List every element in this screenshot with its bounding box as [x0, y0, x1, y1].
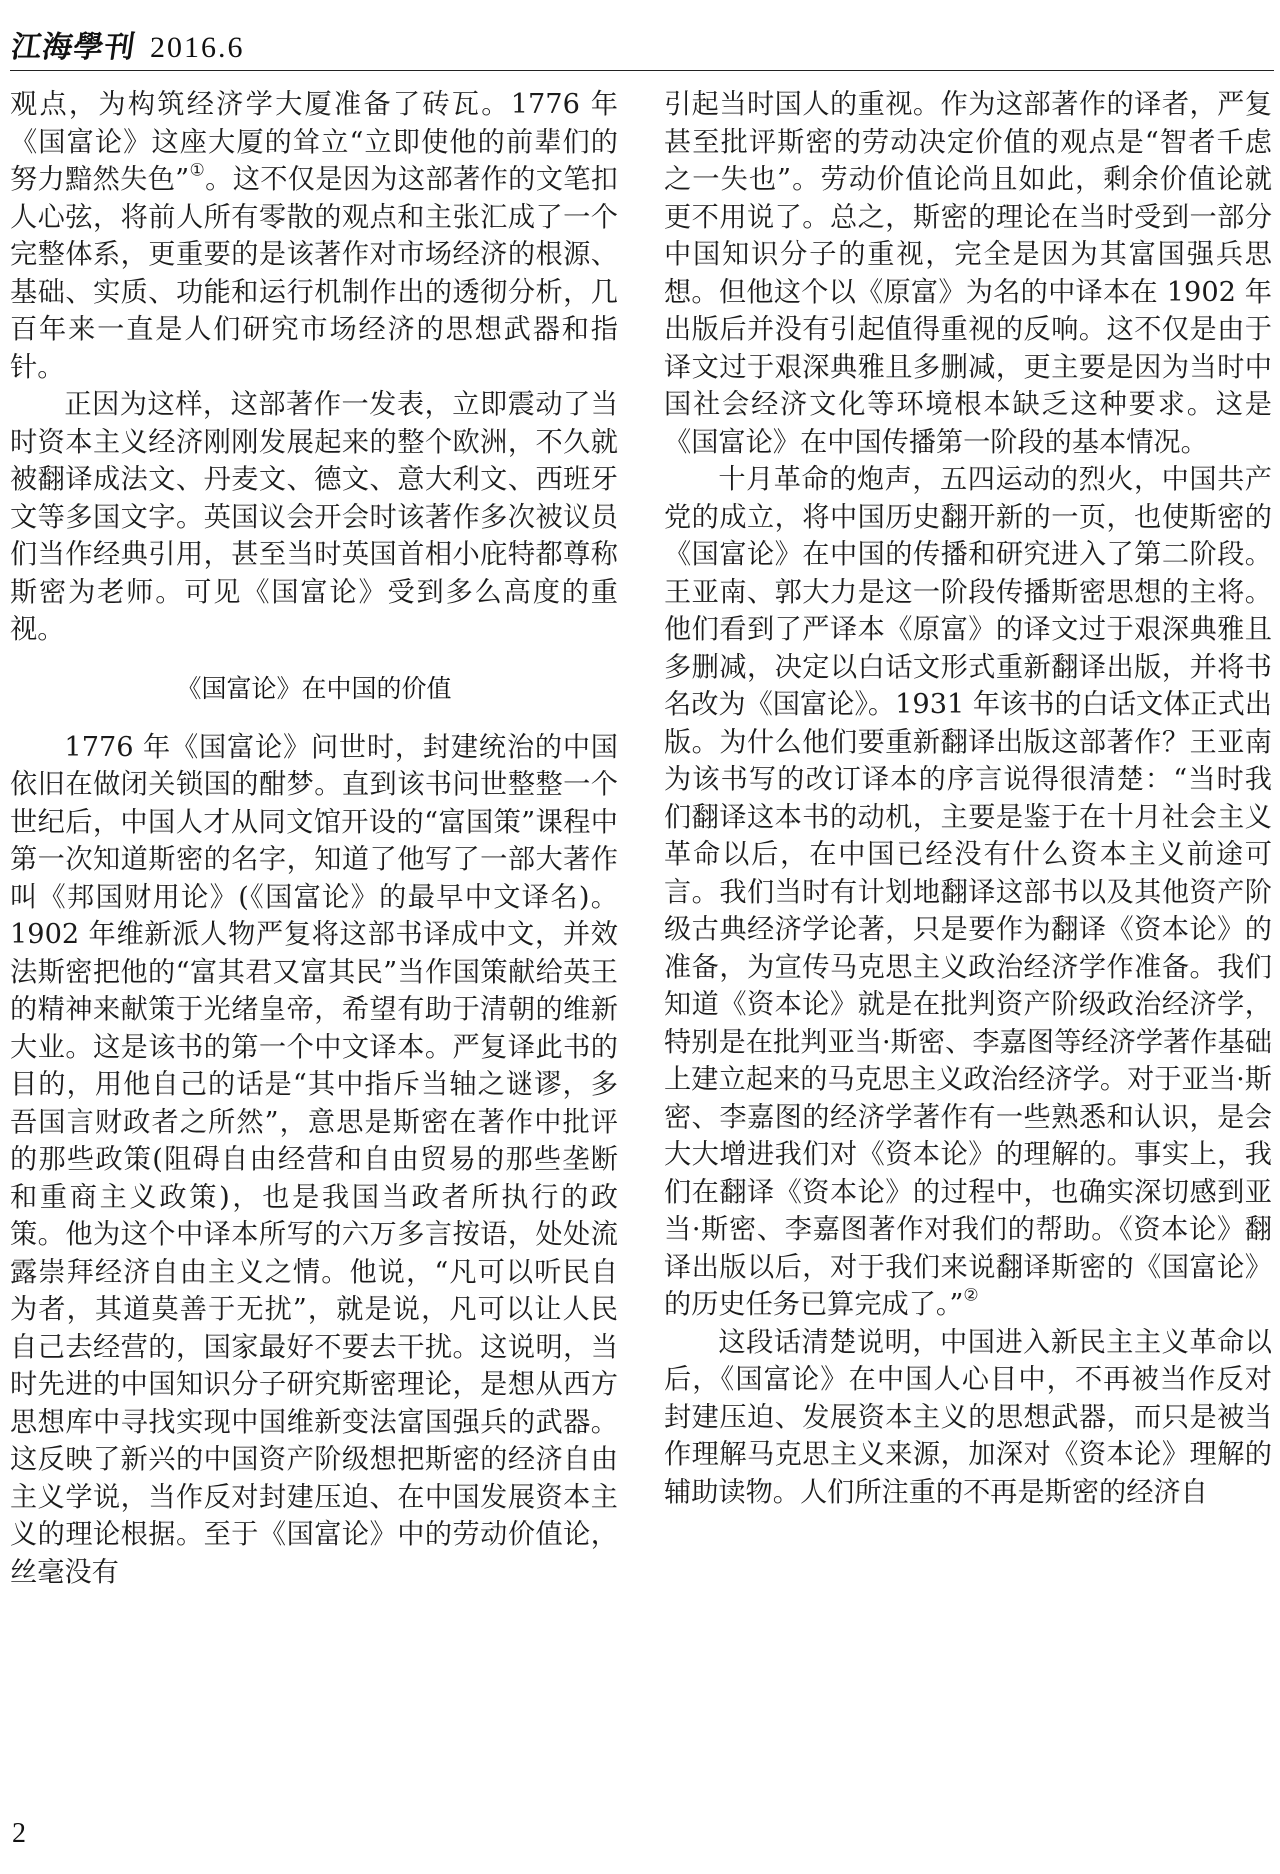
section-heading: 《国富论》在中国的价值 [176, 673, 452, 703]
paragraph: 正因为这样，这部著作一发表，立即震动了当时资本主义经济刚刚发展起来的整个欧洲，不久就被翻译成法文、丹麦文、德文、意大利文、西班牙文等多国文字。英国议会开会时该著作多次被议员们当作经典引用，甚至当时英国首相小庇特都尊称斯密为老师。可见《国富论》受到多么高度的重视。 [10, 389, 618, 645]
footnote-marker: ② [963, 1285, 979, 1306]
footnote-marker: ① [189, 160, 206, 181]
paragraph [664, 461, 1272, 1324]
header-rule [10, 70, 1274, 71]
page-number: 2 [12, 1818, 26, 1849]
paragraph: 1776 年《国富论》问世时，封建统治的中国依旧在做闭关锁国的酣梦。直到该书问世整整一个世纪后，中国人才从同文馆开设的“富国策”课程中第一次知道斯密的名字，知道了他写了一部大著作叫《邦国财用论》(《国富论》的最早中文译名)。1902 年维新派人物严复将这部书译成中文，并效法斯密把他的“富其君又富其民”当作国策献给英王的精神来献策于光绪皇帝，希望有助于清朝的维新大业。这是该书的第一个中文译本。严复译此书的目的，用他自己的话是“其中指斥当轴之谜谬，多吾国言财政者之所然”，意思是斯密在著作中批评的那些政策(阻碍自由经营和自由贸易的那些垄断和重商主义政策)，也是我国当政者所执行的政策。他为这个中译本所写的六万多言按语，处处流露崇拜经济自由主义之情。他说，“凡可以听民自为者，其道莫善于无扰”，就是说，凡可以让人民自己去经营的，国家最好不要去干扰。这说明，当时先进的中国知识分子研究斯密理论，是想从西方思想库中寻找实现中国维新变法富国强兵的武器。这反映了新兴的中国资产阶级想把斯密的经济自由主义学说，当作反对封建压迫、在中国发展资本主义的理论根据。至于《国富论》中的劳动价值论，丝毫没有 [10, 731, 618, 1588]
left-column [10, 86, 618, 1766]
paragraph-text: 十月革命的炮声，五四运动的烈火，中国共产党的成立，将中国历史翻开新的一页，也使斯密的《国富论》在中国的传播和研究进入了第二阶段。王亚南、郭大力是这一阶段传播斯密思想的主将。他们看到了严译本《原富》的译文过于艰深典雅且多删减，决定以白话文形式重新翻译出版，并将书名改为《国富论》。1931 年该书的白话文体正式出版。为什么他们要重新翻译出版这部著作？王亚南为该书写的改订译本的序言说得很清楚：“当时我们翻译这本书的动机，主要是鉴于在十月社会主义革命以后，在中国已经没有什么资本主义前途可言。我们当时有计划地翻译这部书以及其他资产阶级古典经济学论著，只是要作为翻译《资本论》的准备，为宣传马克思主义政治经济学作准备。我们知道《资本论》就是在批判资产阶级政治经济学，特别是在批判亚当·斯密、李嘉图等经济学著作基础上建立起来的马克思主义政治经济学。对于亚当·斯密、李嘉图的经济学著作有一些熟悉和认识，是会大大增进我们对《资本论》的理解的。事实上，我们在翻译《资本论》的过程中，也确实深切感到亚当·斯密、李嘉图著作对我们的帮助。《资本论》翻译出版以后，对于我们来说翻译斯密的《国富论》的历史任务已算完成了。” [664, 464, 1272, 1320]
issue-number: 2016.6 [150, 31, 245, 64]
right-column [664, 86, 1272, 1766]
paragraph [10, 86, 618, 386]
paragraph: 引起当时国人的重视。作为这部著作的译者，严复甚至批评斯密的劳动决定价值的观点是“智者千虑之一失也”。劳动价值论尚且如此，剩余价值论就更不用说了。总之，斯密的理论在当时受到一部分中国知识分子的重视，完全是因为其富国强兵思想。但他这个以《原富》为名的中译本在 1902 年出版后并没有引起值得重视的反响。这不仅是由于译文过于艰深典雅且多删减，更主要是因为当时中国社会经济文化等环境根本缺乏这种要求。这是《国富论》在中国传播第一阶段的基本情况。 [664, 89, 1272, 458]
paragraph-text: 。这不仅是因为这部著作的文笔扣人心弦，将前人所有零散的观点和主张汇成了一个完整体系，更重要的是该著作对市场经济的根源、基础、实质、功能和运行机制作出的透彻分析，几百年来一直是人们研究市场经济的思想武器和指针。 [10, 164, 618, 383]
journal-name: 江海學刊 [9, 30, 138, 65]
article-body [10, 86, 1272, 1766]
paragraph-text: 观点，为构筑经济学大厦准备了砖瓦。1776 年《国富论》这座大厦的耸立“立即使他的前辈们的努力黯然失色” [10, 89, 618, 195]
paragraph: 这段话清楚说明，中国进入新民主主义革命以后，《国富论》在中国人心目中，不再被当作反对封建压迫、发展资本主义的思想武器，而只是被当作理解马克思主义来源，加深对《资本论》理解的辅助读物。人们所注重的不再是斯密的经济自 [664, 1326, 1272, 1508]
running-header [9, 22, 245, 66]
